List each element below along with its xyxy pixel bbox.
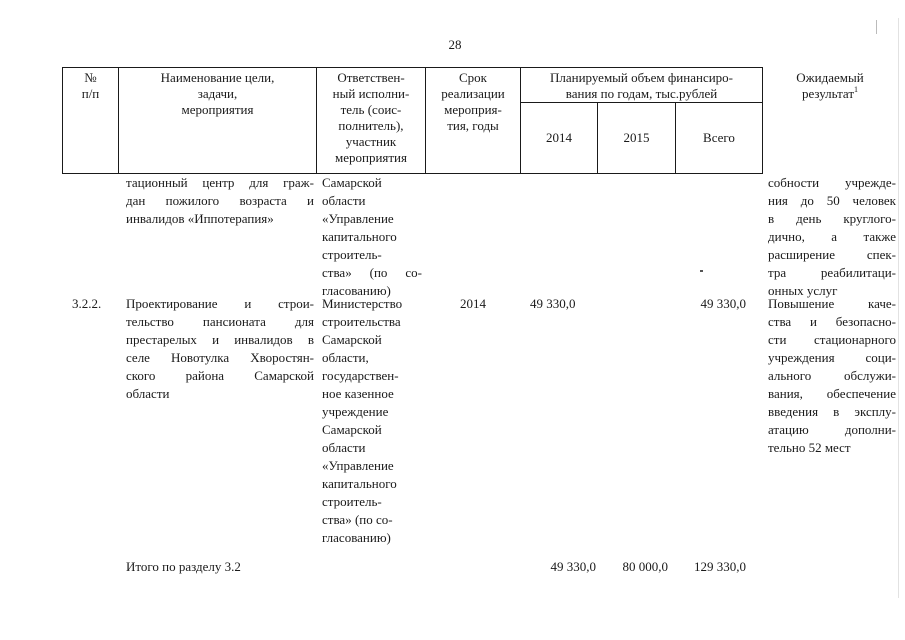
text-line: гласованию): [322, 530, 391, 545]
footnote-marker: 1: [854, 85, 859, 94]
funding-header-divider: [520, 102, 762, 103]
text-line: инвалидов «Иппотерапия»: [126, 211, 274, 226]
text-line: области: [322, 193, 366, 208]
text-line: области: [126, 386, 170, 401]
text-line: селе Новотулка Хворостян-: [126, 350, 314, 365]
text-line: Самарской: [322, 422, 382, 437]
text-line: ния до 50 человек: [768, 193, 896, 208]
total-label: Итого по разделу 3.2: [126, 559, 241, 574]
text-line: области,: [322, 350, 369, 365]
row-value-total: 49 330,0: [700, 296, 746, 311]
header-total: Всего: [703, 130, 735, 145]
text-line: дично, а также: [768, 229, 896, 244]
text-line: собности учрежде-: [768, 175, 896, 190]
page-number: 28: [448, 37, 462, 52]
text-line: введения в эксплу-: [768, 404, 896, 419]
text-line: ства и безопасно-: [768, 314, 896, 329]
text-line: сти стационарного: [768, 332, 896, 347]
header-year-2014: 2014: [546, 130, 572, 145]
text-line: дан пожилого возраста и: [126, 193, 314, 208]
text-line: строитель-: [322, 247, 382, 262]
text-line: расширение спек-: [768, 247, 896, 262]
text-line: «Управление: [322, 211, 394, 226]
text-line: строитель-: [322, 494, 382, 509]
header-result: Ожидаемый результат$^1$: [796, 70, 864, 101]
scan-mark: [876, 20, 881, 34]
text-line: тра реабилитаци-: [768, 265, 896, 280]
text-line: ное казенное: [322, 386, 394, 401]
text-line: ского района Самарской: [126, 368, 314, 383]
text-line: вания, обеспечение: [768, 386, 896, 401]
row-value-2014: 49 330,0: [530, 296, 576, 311]
text-line: Проектирование и строи-: [126, 296, 314, 311]
text-line: тельно 52 мест: [768, 440, 851, 455]
row-responsible: [322, 295, 422, 547]
text-line: тационный центр для граж-: [126, 175, 314, 190]
continued-result: [768, 174, 896, 300]
text-line: ального обслужи-: [768, 368, 896, 383]
total-value-2015: 80 000,0: [622, 559, 668, 574]
text-line: гласованию): [322, 283, 391, 298]
text-line: государствен-: [322, 368, 399, 383]
header-term: Срок реализации мероприя- тия, годы: [441, 70, 505, 133]
text-line: учреждения соци-: [768, 350, 896, 365]
text-line: в день круглого-: [768, 211, 896, 226]
text-line: области: [322, 440, 366, 455]
text-line: капитального: [322, 476, 397, 491]
text-line: Самарской: [322, 332, 382, 347]
continued-responsible: [322, 174, 422, 300]
header-responsible: Ответствен- ный исполни- тель (соис- полнитель), участник мероприятия: [332, 70, 410, 165]
row-term: 2014: [460, 296, 486, 311]
text-line: престарелых и инвалидов в: [126, 332, 314, 347]
text-line: капитального: [322, 229, 397, 244]
row-name: [126, 295, 314, 403]
row-result: [768, 295, 896, 457]
text-line: Самарской: [322, 175, 382, 190]
total-value-total: 129 330,0: [694, 559, 746, 574]
row-number: 3.2.2.: [72, 296, 102, 311]
text-line: учреждение: [322, 404, 389, 419]
text-line: «Управление: [322, 458, 394, 473]
continued-name: [126, 174, 314, 228]
scan-edge: [898, 18, 899, 598]
text-line: строительства: [322, 314, 401, 329]
text-line: онных услуг: [768, 283, 838, 298]
text-line: ства» (по со-: [322, 265, 422, 280]
text-line: Повышение каче-: [768, 296, 896, 311]
header-name: Наименование цели, задачи, мероприятия: [160, 70, 275, 117]
text-line: атацию дополни-: [768, 422, 896, 437]
header-number: № п/п: [81, 70, 100, 101]
header-year-2015: 2015: [623, 130, 650, 145]
scan-speck: [700, 270, 703, 272]
table-top-border: [62, 67, 762, 68]
text-line: Министерство: [322, 296, 403, 311]
text-line: ства» (по со-: [322, 512, 393, 527]
total-value-2014: 49 330,0: [550, 559, 596, 574]
header-funding: Планируемый объем финансиро- вания по годам, тыс.рублей: [549, 70, 734, 101]
text-line: тельство пансионата для: [126, 314, 314, 329]
